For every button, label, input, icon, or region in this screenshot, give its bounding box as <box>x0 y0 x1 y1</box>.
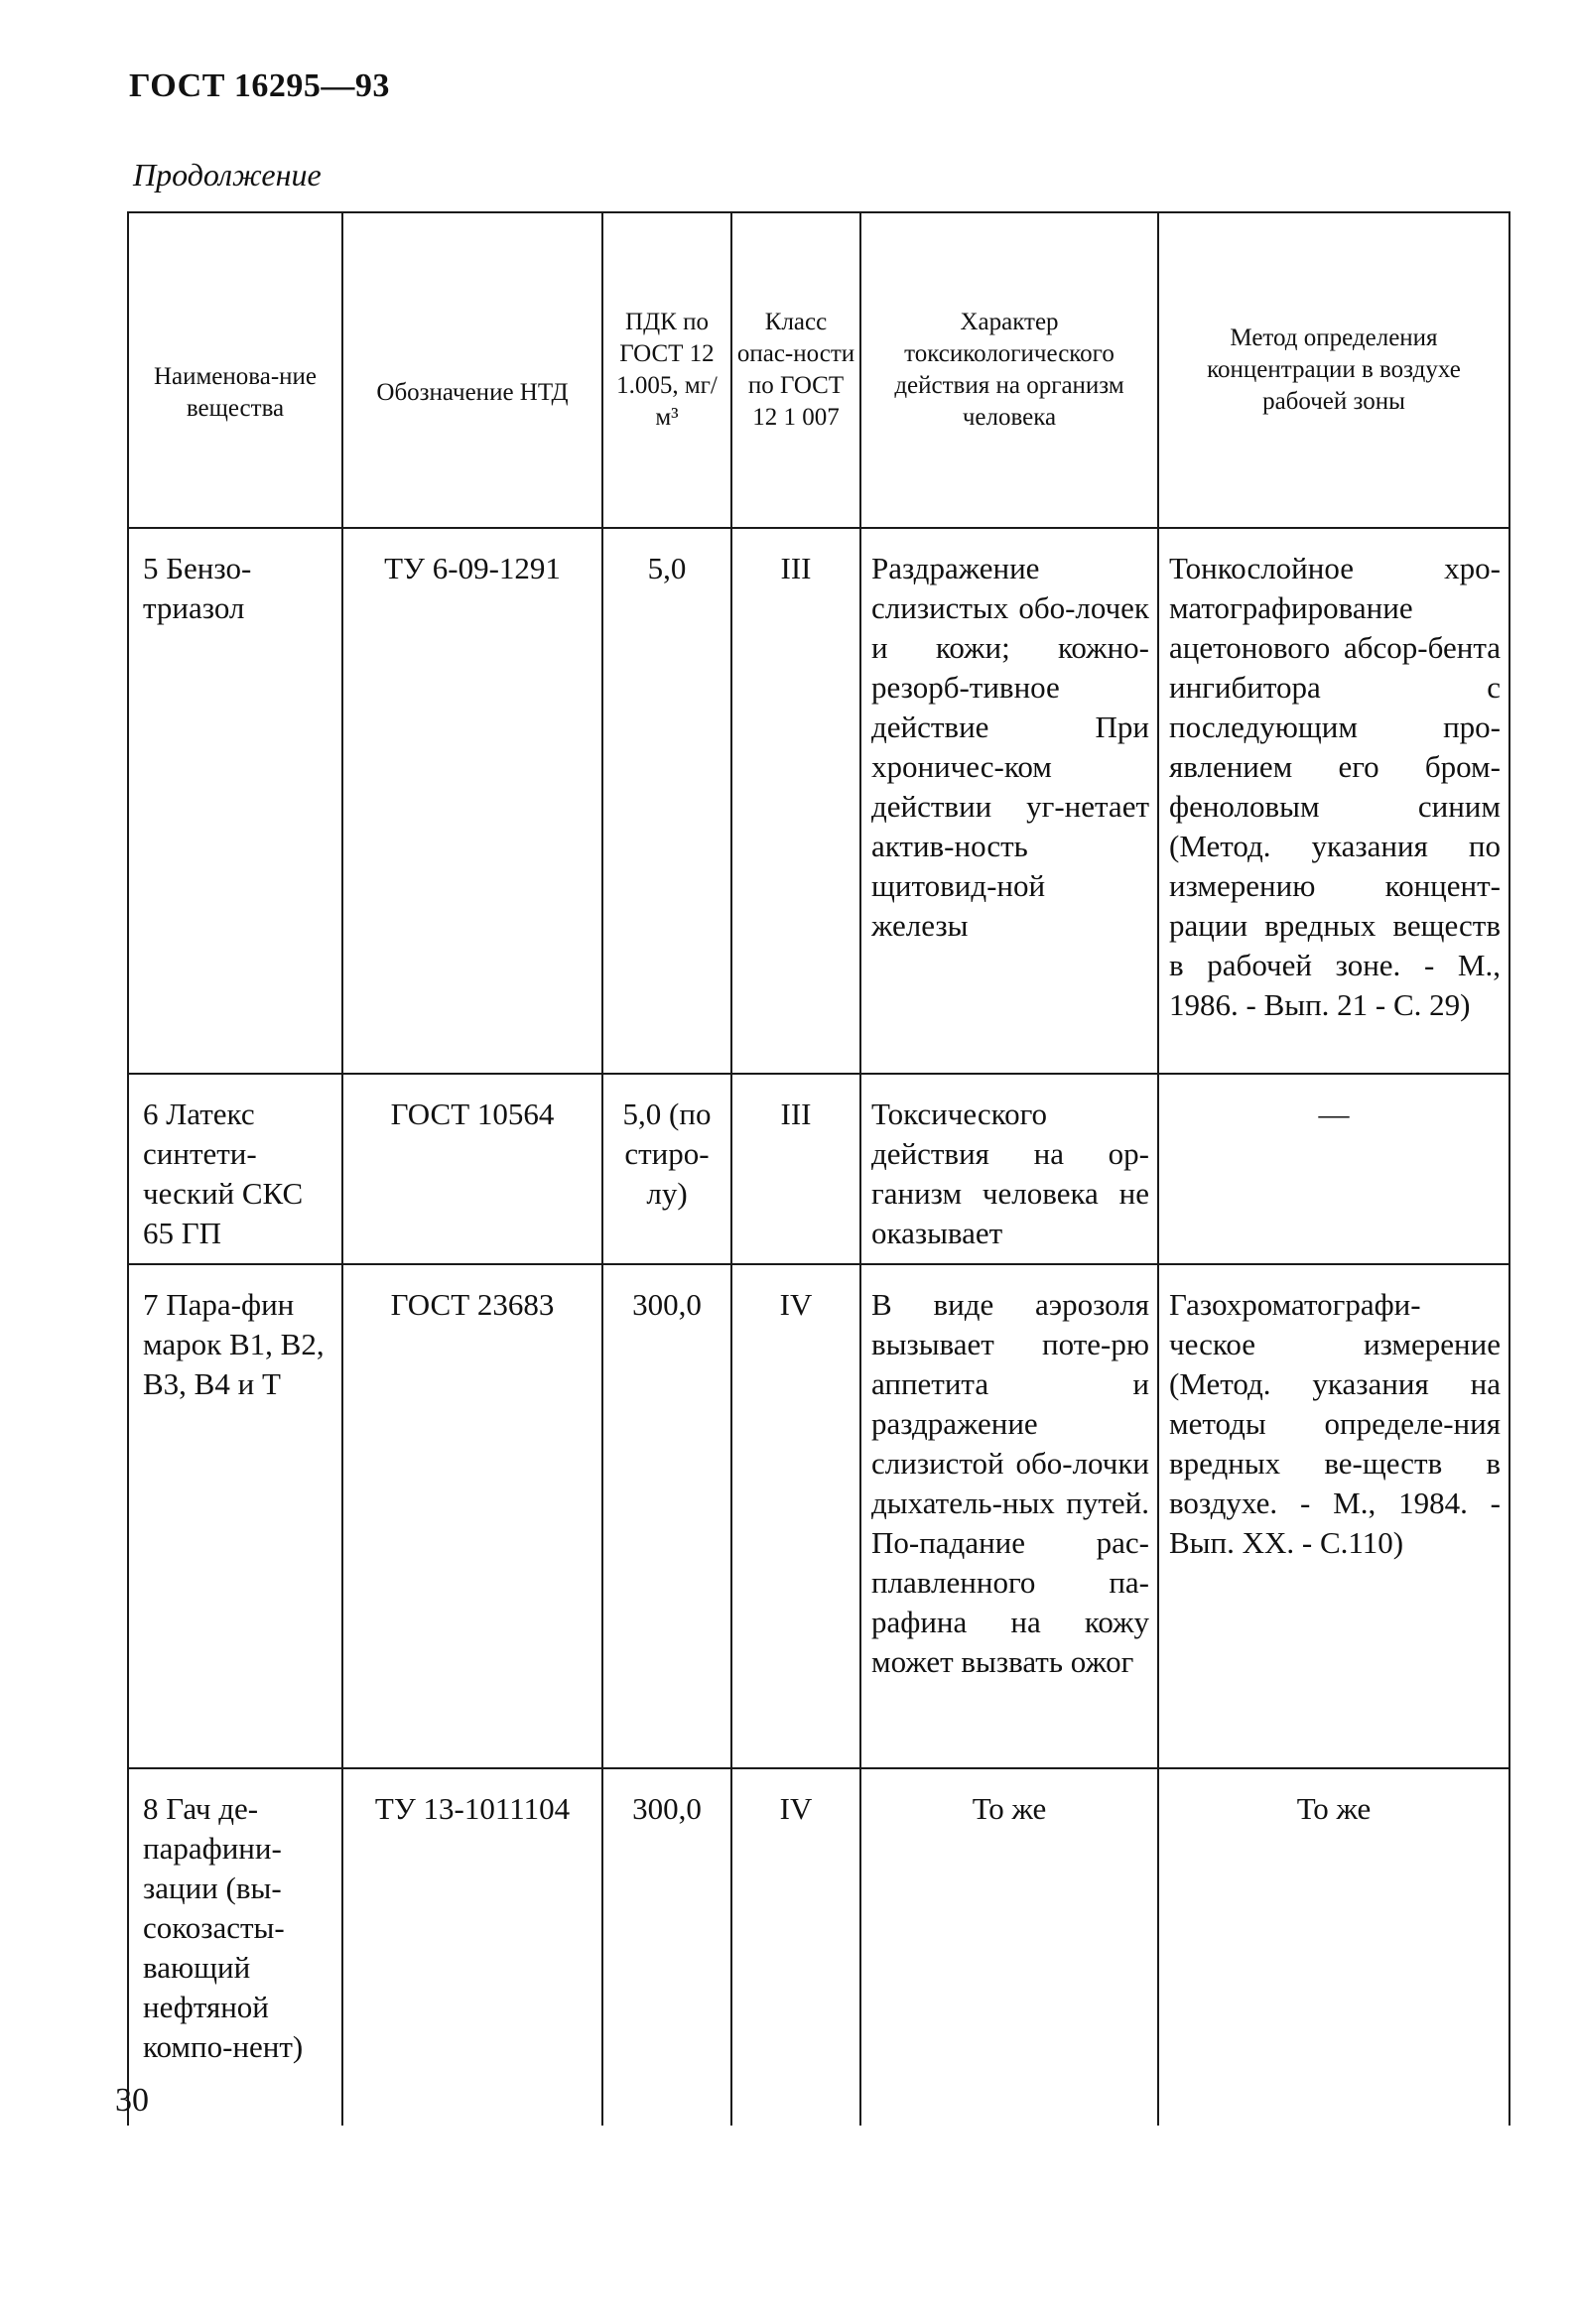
substances-table <box>127 211 1510 2126</box>
header-name: Наименова-ние вещества <box>128 212 342 528</box>
cell-ntd: ГОСТ 10564 <box>390 1097 555 1131</box>
header-hazard-class: Класс опас-ности по ГОСТ 12 1 007 <box>731 212 860 528</box>
cell-toxic-effect: В виде аэрозоля вызывает поте-рю аппетита и раздражение слизистой обо-лочки дыхатель-ных путей. По-падание рас-плавленного па-рафина на кожу может вызвать ожог <box>871 1287 1149 1679</box>
cell-ntd: ТУ 6-09-1291 <box>384 551 561 585</box>
cell-hazard-class: III <box>780 1097 812 1131</box>
document-title: ГОСТ 16295—93 <box>129 67 390 104</box>
cell-name: 6 Латекс синтети-ческий СКС 65 ГП <box>143 1097 304 1250</box>
table-row <box>128 1264 1509 1768</box>
cell-method: Тонкослойное хро-матографирование ацетонового абсор-бента ингибитора с последующим про-явлением его бром-феноловым синим (Метод. указания по измерению концент-рации вредных веществ в рабочей зоне. - М., 1986. - Вып. 21 - С. 29) <box>1169 551 1501 1022</box>
cell-ntd: ТУ 13-1011104 <box>374 1791 571 1826</box>
table-header-row <box>128 212 1509 528</box>
cell-pdk: 300,0 <box>632 1287 702 1322</box>
cell-pdk: 5,0 (по стиро-лу) <box>622 1097 712 1211</box>
cell-toxic-effect: То же <box>972 1791 1047 1826</box>
header-method: Метод определения концентрации в воздухе рабочей зоны <box>1158 212 1509 528</box>
cell-hazard-class: IV <box>779 1791 813 1826</box>
table-row <box>128 528 1509 1074</box>
table-row <box>128 1074 1509 1264</box>
cell-name: 8 Гач де-парафини-зации (вы-сокозасты-вающий нефтяной компо-нент) <box>143 1791 304 2064</box>
cell-method: Газохроматографи-ческое измерение (Метод. указания на методы определе-ния вредных ве-ществ в воздухе. - М., 1984. - Вып. XX. - С.110) <box>1169 1287 1501 1560</box>
cell-hazard-class: III <box>780 551 812 585</box>
table-row <box>128 1768 1509 2126</box>
cell-name: 7 Пара-фин марок B1, B2, B3, B4 и Т <box>143 1287 325 1401</box>
cell-toxic-effect: Токсического действия на ор-ганизм человека не оказывает <box>871 1097 1149 1250</box>
cell-ntd: ГОСТ 23683 <box>390 1287 555 1322</box>
header-ntd: Обозначение НТД <box>342 212 602 528</box>
page-number: 30 <box>115 2082 149 2119</box>
continuation-label: Продолжение <box>133 157 322 193</box>
cell-method: — <box>1318 1097 1350 1131</box>
cell-hazard-class: IV <box>779 1287 813 1322</box>
cell-pdk: 300,0 <box>632 1791 702 1826</box>
cell-pdk: 5,0 <box>647 551 687 585</box>
header-pdk: ПДК по ГОСТ 12 1.005, мг/м³ <box>602 212 731 528</box>
cell-method: То же <box>1296 1791 1372 1826</box>
header-toxic-effect: Характер токсикологического действия на организм человека <box>860 212 1158 528</box>
cell-name: 5 Бензо-триазол <box>143 551 252 625</box>
cell-toxic-effect: Раздражение слизистых обо-лочек и кожи; кожно-резорб-тивное действие При хроничес-ком действии уг-нетает актив-ность щитовид-ной железы <box>871 551 1149 943</box>
